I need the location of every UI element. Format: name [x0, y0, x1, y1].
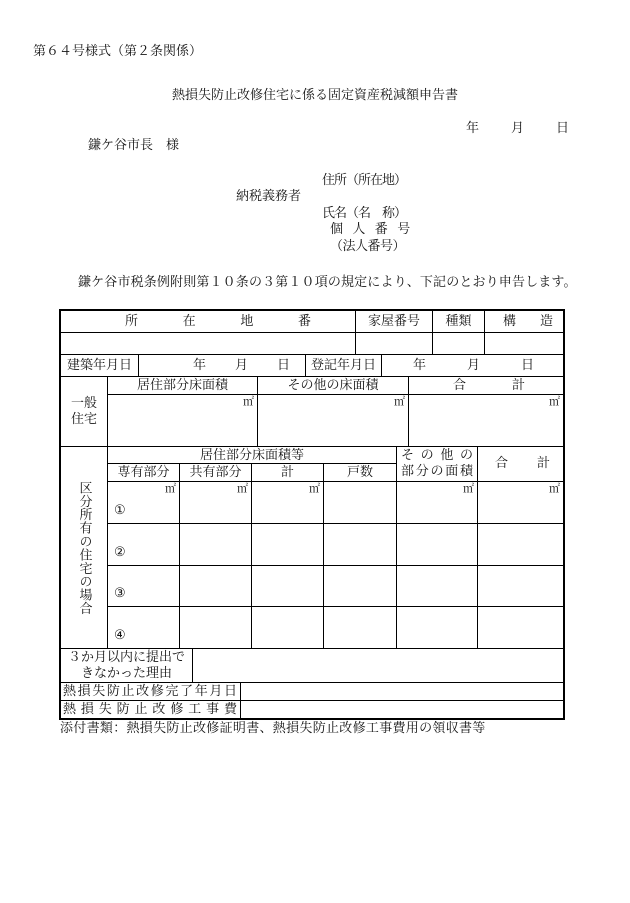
square-meter-unit: ㎡ — [463, 482, 474, 495]
completion-date-entry — [240, 682, 564, 701]
general-residential-area-value — [107, 394, 258, 447]
condo-row-2-total — [477, 523, 564, 566]
individual-number-label: 個 人 番 号 — [330, 222, 409, 237]
other-area-header-cell — [396, 446, 478, 482]
structure-header: 構造 — [503, 313, 553, 329]
form-title: 熱損失防止改修住宅に係る固定資産税減額申告書 — [171, 88, 458, 103]
residential-area-group-header-cell — [107, 446, 397, 464]
completion-date-label: 熱損失防止改修完了年月日 — [63, 683, 237, 699]
condo-row-1-unit-count — [323, 481, 397, 524]
general-housing-label-cell — [60, 376, 108, 447]
kind-entry — [432, 332, 485, 355]
location-entry — [60, 332, 356, 355]
built-date-label: 建築年月日 — [66, 358, 132, 373]
late-reason-label-line-1: ３か月以内に提出で — [67, 649, 185, 665]
condo-row-3-subtotal — [251, 565, 324, 607]
completion-date-label-cell — [60, 682, 241, 701]
general-total-area-value — [408, 394, 564, 447]
square-meter-unit: ㎡ — [394, 395, 405, 408]
condo-row-4-common — [179, 606, 252, 649]
registered-date-label-cell — [305, 354, 382, 377]
name-label: 氏名（名 称） — [322, 206, 407, 221]
construction-cost-label: 熱損失防止改修工事費 — [63, 701, 237, 717]
square-meter-unit: ㎡ — [165, 482, 176, 495]
kind-header: 種類 — [445, 314, 472, 329]
construction-cost-label-cell — [60, 700, 241, 719]
general-residential-area-header-cell — [107, 376, 258, 395]
condo-row-3-other-area — [396, 565, 478, 607]
kind-header-cell — [432, 310, 485, 333]
condo-row-1-common — [179, 481, 252, 524]
general-other-area-value — [257, 394, 409, 447]
general-total-header-cell — [408, 376, 564, 395]
address-label: 住所（所在地） — [322, 173, 407, 188]
condo-row-4-unit-count — [323, 606, 397, 649]
general-housing-label-line-1: 一般 — [70, 395, 97, 411]
registered-date-placeholder: 年 月 日 — [413, 358, 540, 373]
unit-count-header-cell — [323, 463, 397, 482]
condo-row-2-unit-count — [323, 523, 397, 566]
built-date-label-cell — [60, 354, 139, 377]
common-area-header: 共有部分 — [189, 465, 242, 480]
house-number-entry — [355, 332, 433, 355]
condominium-label: 区分所有の住宅の場合 — [76, 480, 92, 615]
late-reason-label-line-2: きなかった理由 — [80, 665, 172, 681]
subtotal-header: 計 — [280, 465, 294, 480]
condo-row-2-subtotal — [251, 523, 324, 566]
condominium-total-header: 合計 — [495, 456, 550, 471]
square-meter-unit: ㎡ — [243, 395, 254, 408]
row-marker-1: ① — [114, 503, 126, 518]
square-meter-unit: ㎡ — [309, 482, 320, 495]
addressee: 鎌ケ谷市長 様 — [88, 138, 180, 153]
row-marker-3: ③ — [114, 586, 126, 601]
general-other-area-header-cell — [257, 376, 409, 395]
location-header-cell — [60, 310, 356, 333]
other-area-header-line-1: その他の — [401, 448, 473, 463]
condominium-label-cell — [60, 446, 108, 649]
condo-row-3-exclusive — [107, 565, 180, 607]
registered-date-entry — [381, 354, 564, 377]
submission-date: 年 月 日 — [466, 121, 572, 136]
late-reason-label-cell — [60, 648, 193, 683]
common-area-header-cell — [179, 463, 252, 482]
condo-row-1-total — [477, 481, 564, 524]
subtotal-header-cell — [251, 463, 324, 482]
condo-row-4-other-area — [396, 606, 478, 649]
late-reason-entry — [192, 648, 564, 683]
row-marker-4: ④ — [114, 628, 126, 643]
general-residential-area-header: 居住部分床面積 — [136, 378, 228, 393]
condo-row-3-unit-count — [323, 565, 397, 607]
condo-row-1-other-area — [396, 481, 478, 524]
location-header: 所在地番 — [125, 313, 311, 329]
condo-row-4-exclusive — [107, 606, 180, 649]
house-number-header: 家屋番号 — [367, 314, 420, 329]
square-meter-unit: ㎡ — [549, 482, 560, 495]
square-meter-unit: ㎡ — [237, 482, 248, 495]
registered-date-label: 登記年月日 — [310, 358, 376, 373]
general-other-area-header: その他の床面積 — [287, 378, 379, 393]
built-date-placeholder: 年 月 日 — [193, 358, 292, 373]
square-meter-unit: ㎡ — [549, 395, 560, 408]
other-area-header-line-2: 部分の面積 — [401, 464, 473, 479]
condo-row-3-common — [179, 565, 252, 607]
exclusive-area-header: 専有部分 — [117, 465, 170, 480]
condo-row-1-exclusive — [107, 481, 180, 524]
exclusive-area-header-cell — [107, 463, 180, 482]
taxpayer-label: 納税義務者 — [236, 189, 302, 204]
condo-row-2-exclusive — [107, 523, 180, 566]
declaration-statement: 鎌ケ谷市税条例附則第１０条の３第１０項の規定により、下記のとおり申告します。 — [78, 275, 577, 290]
unit-count-header: 戸数 — [346, 465, 373, 480]
condo-row-4-total — [477, 606, 564, 649]
attachments-note: 添付書類：熱損失防止改修証明書、熱損失防止改修工事費用の領収書等 — [60, 721, 486, 736]
built-date-entry — [138, 354, 306, 377]
form-number: 第６４号様式（第２条関係） — [33, 44, 203, 59]
condo-row-1-subtotal — [251, 481, 324, 524]
row-marker-2: ② — [114, 545, 126, 560]
construction-cost-entry — [240, 700, 564, 719]
structure-header-cell — [484, 310, 564, 333]
condo-row-2-other-area — [396, 523, 478, 566]
general-total-header: 合計 — [453, 377, 525, 393]
house-number-header-cell — [355, 310, 433, 333]
condo-row-4-subtotal — [251, 606, 324, 649]
condo-row-2-common — [179, 523, 252, 566]
corporate-number-label: （法人番号） — [330, 239, 406, 254]
general-housing-label-line-2: 住宅 — [70, 411, 97, 427]
structure-entry — [484, 332, 564, 355]
condo-row-3-total — [477, 565, 564, 607]
residential-area-group-header: 居住部分床面積等 — [199, 447, 304, 463]
condominium-total-header-cell — [477, 446, 564, 482]
